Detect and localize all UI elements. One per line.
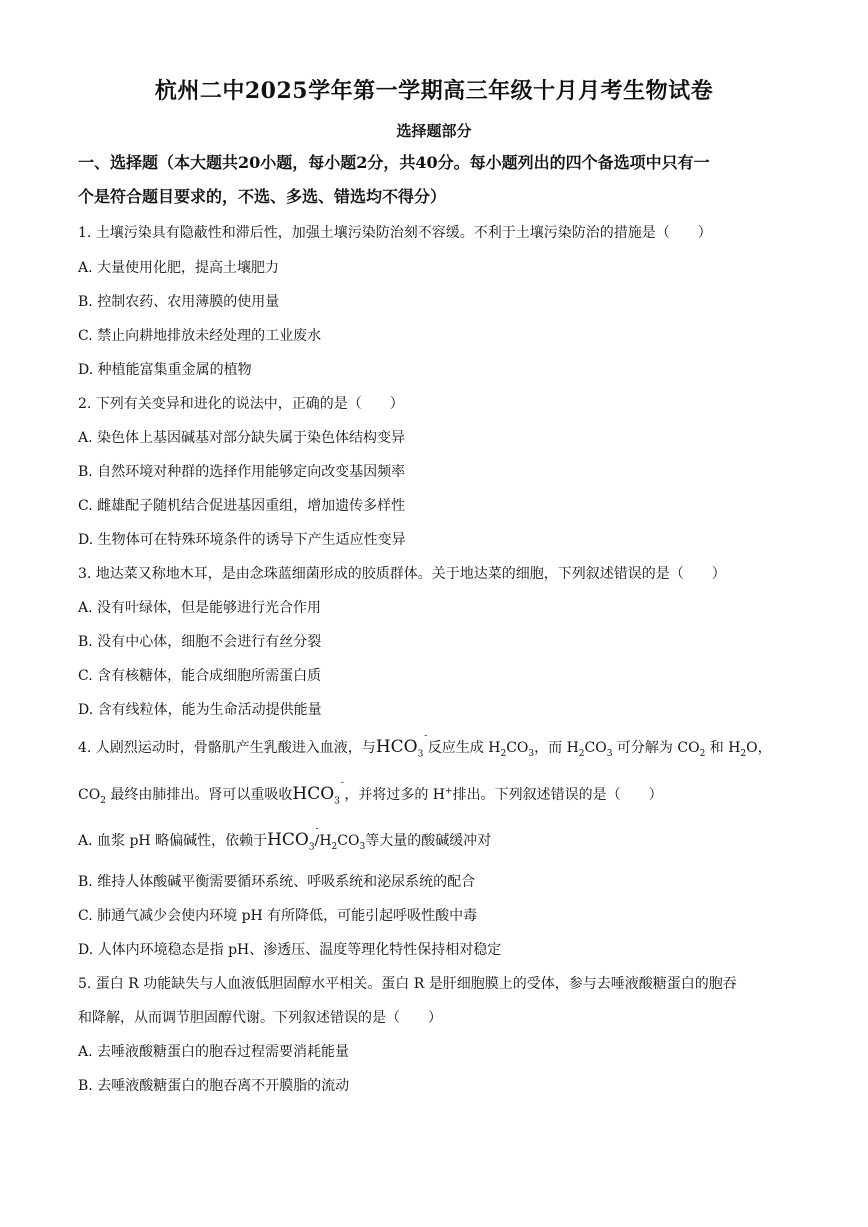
- question-1-option-c: C. 禁止向耕地排放未经处理的工业废水: [78, 328, 322, 344]
- question-5-option-a: A. 去唾液酸糖蛋白的胞吞过程需要消耗能量: [78, 1044, 350, 1060]
- q4-line2-text-a: CO: [78, 787, 101, 803]
- question-2-stem: 2. 下列有关变异和进化的说法中，正确的是（ ）: [78, 396, 404, 412]
- q4-optA-text-a: A. 血浆 pH 略偏碱性，依赖于: [78, 833, 268, 849]
- question-3-option-c: C. 含有核糖体，能合成细胞所需蛋白质: [78, 668, 322, 684]
- sub-2: 2: [500, 748, 507, 759]
- question-1-option-a: A. 大量使用化肥，提高土壤肥力: [78, 260, 280, 276]
- bicarbonate-ion: [292, 778, 344, 807]
- question-4-option-a: [78, 824, 492, 853]
- question-4-option-c: C. 肺通气减少会使内环境 pH 有所降低，可能引起呼吸性酸中毒: [78, 908, 478, 924]
- sub-2: 2: [578, 748, 585, 759]
- ion-charge: -: [315, 824, 319, 834]
- q4-text-h: O，: [746, 740, 772, 756]
- ion-subscript: 3: [417, 749, 424, 760]
- q4-text-e: CO: [584, 740, 607, 756]
- ion-charge: -: [340, 778, 344, 788]
- part-subtitle: 选择题部分: [396, 122, 472, 140]
- question-2-option-b: B. 自然环境对种群的选择作用能够定向改变基因频率: [78, 464, 406, 480]
- sub-3: 3: [528, 748, 535, 759]
- question-4-stem-line2: [78, 778, 663, 807]
- q4-text-d: ，而 H: [534, 740, 579, 756]
- ion-formula: HCO: [267, 830, 309, 850]
- ion-formula: HCO: [375, 737, 418, 757]
- question-3-option-b: B. 没有中心体，细胞不会进行有丝分裂: [78, 634, 322, 650]
- question-2-option-d: D. 生物体可在特殊环境条件的诱导下产生适应性变异: [78, 532, 406, 548]
- question-5-option-b: B. 去唾液酸糖蛋白的胞吞离不开膜脂的流动: [78, 1078, 350, 1094]
- q4-text-g: 和 H: [705, 740, 741, 756]
- bicarbonate-ion: [375, 731, 428, 760]
- ion-subscript: 3: [334, 796, 340, 807]
- question-4-option-d: D. 人体内环境稳态是指 pH、渗透压、温度等理化特性保持相对稳定: [78, 942, 502, 958]
- question-3-stem: 3. 地达菜又称地木耳，是由念珠蓝细菌形成的胶质群体。关于地达菜的细胞，下列叙述错误的是（ ）: [78, 566, 726, 582]
- q4-optA-text-d: 等大量的酸碱缓冲对: [365, 833, 492, 849]
- sub-2: 2: [100, 795, 106, 806]
- question-5-stem-line2: 和降解，从而调节胆固醇代谢。下列叙述错误的是（ ）: [78, 1010, 442, 1026]
- question-5-stem-line1: 5. 蛋白 R 功能缺失与人血液低胆固醇水平相关。蛋白 R 是肝细胞膜上的受体，参与去唾液酸糖蛋白的胞吞: [78, 976, 737, 992]
- bicarbonate-ion: [267, 824, 319, 853]
- q4-optA-text-c: CO: [337, 833, 360, 849]
- question-3-option-a: A. 没有叶绿体，但是能够进行光合作用: [78, 600, 322, 616]
- sub-2: 2: [331, 841, 338, 852]
- sub-2: 2: [740, 748, 747, 759]
- q4-text-c: CO: [506, 740, 529, 756]
- section-heading-line2: 个是符合题目要求的，不选、多选、错选均不得分）: [78, 187, 447, 206]
- sub-2: 2: [699, 748, 706, 759]
- ion-charge: -: [424, 731, 428, 741]
- exam-title: 杭州二中2025学年第一学期高三年级十月月考生物试卷: [154, 78, 714, 104]
- question-4-stem-line1: [78, 731, 772, 760]
- question-1-option-b: B. 控制农药、农用薄膜的使用量: [78, 294, 280, 310]
- q4-line2-text-b: 最终由肺排出。肾可以重吸收: [105, 787, 293, 803]
- section-heading-line1: 一、选择题（本大题共20小题，每小题2分，共40分。每小题列出的四个备选项中只有一: [78, 153, 710, 172]
- q4-optA-text-b: /H: [314, 833, 332, 849]
- section-heading: [78, 146, 790, 214]
- question-1-option-d: D. 种植能富集重金属的植物: [78, 362, 252, 378]
- q4-text-f: 可分解为 CO: [616, 740, 700, 756]
- q4-line2-text-c: ，并将过多的 H: [344, 787, 446, 803]
- question-1-stem: 1. 土壤污染具有隐蔽性和滞后性，加强土壤污染防治刻不容缓。不利于土壤污染防治的措施是（ ）: [78, 225, 712, 241]
- q4-text-a: 4. 人剧烈运动时，骨骼肌产生乳酸进入血液，与: [78, 740, 376, 756]
- sub-3: 3: [359, 841, 366, 852]
- sub-3: 3: [606, 748, 613, 759]
- proton-charge: +: [445, 786, 453, 797]
- question-3-option-d: D. 含有线粒体，能为生命活动提供能量: [78, 702, 322, 718]
- q4-line2-text-d: 排出。下列叙述错误的是（ ）: [452, 787, 663, 803]
- question-2-option-c: C. 雌雄配子随机结合促进基因重组，增加遗传多样性: [78, 498, 406, 514]
- q4-text-b: 反应生成 H: [427, 740, 501, 756]
- question-4-option-b: B. 维持人体酸碱平衡需要循环系统、呼吸系统和泌尿系统的配合: [78, 874, 476, 890]
- ion-formula: HCO: [292, 784, 335, 804]
- ion-subscript: 3: [308, 842, 315, 853]
- question-2-option-a: A. 染色体上基因碱基对部分缺失属于染色体结构变异: [78, 430, 406, 446]
